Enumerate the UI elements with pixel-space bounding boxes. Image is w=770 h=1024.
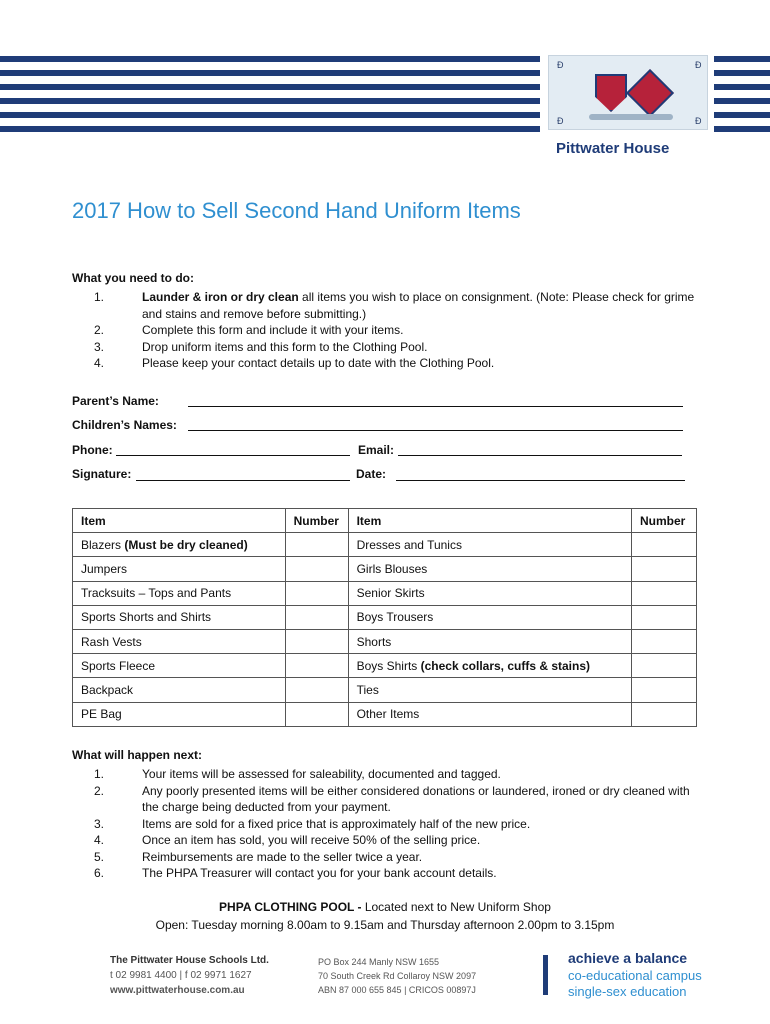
crest-mark: Ð [557,60,564,70]
table-row [73,557,697,581]
stripe [0,84,540,90]
parent-name-label: Parent’s Name: [72,394,159,408]
step-text: Complete this form and include it with your items. [142,323,404,337]
step-number: 2. [94,783,105,798]
table-row [73,581,697,605]
step-text: Any poorly presented items will be either considered donations or laundered, ironed or dry cleaned with the charge being deducted from your payment. [142,783,690,814]
item-name: Blazers [81,537,125,552]
table-row [73,629,697,653]
item-cell [73,678,286,702]
list-item [72,355,702,372]
footer-phone: t 02 9981 4400 | f 02 9971 1627 [110,970,252,981]
footer-org: The Pittwater House Schools Ltd. [110,955,269,966]
table-header-row [73,509,697,533]
step-text: Items are sold for a fixed price that is approximately half of the new price. [142,816,531,831]
step-number: 4. [94,356,105,370]
page-title: 2017 How to Sell Second Hand Uniform Items [72,198,521,223]
step-number: 3. [94,816,105,831]
item-name: Sports Shorts and Shirts [81,610,212,625]
item-name: Girls Blouses [356,561,428,576]
stripe [0,70,540,76]
number-cell[interactable] [631,557,696,581]
number-cell[interactable] [631,678,696,702]
footer-tagline: achieve a balance [568,950,688,966]
step-number: 2. [94,323,105,337]
stripe [714,112,770,118]
item-note: (check collars, cuffs & stains) [420,658,591,673]
next-heading: What will happen next: [72,748,203,762]
phone-field[interactable] [116,455,350,456]
school-crest-logo [548,55,708,130]
item-name: Senior Skirts [356,586,425,601]
stripe [0,56,540,62]
signature-field[interactable] [136,480,350,481]
col-header: Item [73,509,286,533]
footer-address: 70 South Creek Rd Collaroy NSW 2097 [318,971,477,981]
number-cell[interactable] [631,654,696,678]
step-text: Please keep your contact details up to date with the Clothing Pool. [142,356,495,370]
number-cell[interactable] [285,605,348,629]
number-cell[interactable] [285,678,348,702]
stripe [714,70,770,76]
step-text: Once an item has sold, you will receive 50% of the selling price. [142,833,481,847]
col-header: Number [285,509,348,533]
stripe [714,56,770,62]
item-name: Dresses and Tunics [356,537,462,552]
parent-name-field[interactable] [188,406,683,407]
email-label: Email: [358,443,395,457]
number-cell[interactable] [285,654,348,678]
col-header: Number [631,509,696,533]
footer-divider [543,955,548,995]
stripe [0,112,540,118]
step-text: all items you wish to place on consignment. (Note: Please check for grime and stains and remove before submitting.) [142,290,695,321]
footer-tagline-sub: co-educational campus [568,968,702,983]
shield-icon [595,74,627,112]
stripe [0,126,540,132]
item-cell [73,557,286,581]
item-name: Rash Vests [81,634,142,649]
item-name: PE Bag [81,707,122,722]
item-note: (Must be dry cleaned) [124,537,248,552]
stripe [714,84,770,90]
step-text: Your items will be assessed for saleability, documented and tagged. [142,767,501,781]
date-field[interactable] [396,480,685,481]
number-cell[interactable] [285,629,348,653]
crest-mark: Ð [557,116,564,126]
table-row [73,702,697,726]
list-item [72,783,702,816]
table-row [73,678,697,702]
item-cell [348,654,631,678]
number-cell[interactable] [285,702,348,726]
table-row [73,533,697,557]
item-name: Tracksuits – Tops and Pants [81,586,232,601]
item-cell [348,557,631,581]
children-names-label: Children’s Names: [72,418,177,432]
list-item [72,322,702,339]
step-number: 6. [94,866,105,880]
pool-location: Located next to New Uniform Shop [361,900,551,914]
list-item [72,849,702,866]
number-cell[interactable] [631,533,696,557]
list-item [72,339,702,356]
item-cell [348,605,631,629]
item-cell [73,654,286,678]
number-cell[interactable] [631,629,696,653]
step-number: 1. [94,767,105,781]
item-name: Ties [356,682,379,697]
table-row [73,654,697,678]
pool-name: PHPA CLOTHING POOL - [219,900,362,914]
list-item [72,766,702,783]
crest-mark: Ð [695,60,702,70]
list-item [72,865,702,882]
item-cell [73,533,286,557]
need-steps [72,289,702,372]
list-item [72,832,702,849]
email-field[interactable] [398,455,682,456]
item-name: Sports Fleece [81,658,156,673]
step-number: 4. [94,833,105,847]
item-name: Shorts [356,634,392,649]
step-text: Drop uniform items and this form to the Clothing Pool. [142,339,428,354]
step-number: 5. [94,849,105,864]
stripe [0,98,540,104]
number-cell[interactable] [631,605,696,629]
step-bold: Launder & iron or dry clean [142,290,299,304]
number-cell[interactable] [285,533,348,557]
need-heading: What you need to do: [72,271,194,285]
item-name: Boys Shirts [356,658,421,673]
stripe [714,98,770,104]
item-cell [73,605,286,629]
footer-website[interactable]: www.pittwaterhouse.com.au [110,985,245,996]
crest-mark: Ð [695,116,702,126]
item-cell [348,533,631,557]
footer-address: PO Box 244 Manly NSW 1655 [318,957,440,967]
list-item [72,816,702,833]
step-text: Reimbursements are made to the seller twice a year. [142,849,423,864]
item-name: Jumpers [81,561,128,576]
number-cell[interactable] [285,557,348,581]
crest-ribbon [589,114,673,120]
number-cell[interactable] [285,581,348,605]
phone-label: Phone: [72,443,113,457]
footer-abn: ABN 87 000 655 845 | CRICOS 00897J [318,985,476,995]
col-header: Item [348,509,631,533]
item-cell [73,629,286,653]
item-cell [348,678,631,702]
next-steps [72,766,702,882]
stripe [714,126,770,132]
clothing-pool-location [0,900,770,914]
step-number: 1. [94,290,105,304]
brand-name: Pittwater House [556,140,670,157]
item-cell [348,581,631,605]
item-cell [348,629,631,653]
number-cell[interactable] [631,702,696,726]
step-text: The PHPA Treasurer will contact you for your bank account details. [142,866,497,880]
step-number: 3. [94,339,105,354]
item-cell [348,702,631,726]
children-names-field[interactable] [188,430,683,431]
diamond-shield-icon [626,69,674,117]
date-label: Date: [356,467,387,481]
table-row [73,605,697,629]
item-name: Backpack [81,682,134,697]
item-cell [73,702,286,726]
item-name: Other Items [356,707,420,722]
list-item [72,289,702,322]
clothing-pool-hours: Open: Tuesday morning 8.00am to 9.15am and Thursday afternoon 2.00pm to 3.15pm [155,918,615,932]
number-cell[interactable] [631,581,696,605]
items-table [72,508,697,727]
footer-tagline-sub: single-sex education [568,984,687,999]
item-cell [73,581,286,605]
signature-label: Signature: [72,467,132,481]
item-name: Boys Trousers [356,610,434,625]
